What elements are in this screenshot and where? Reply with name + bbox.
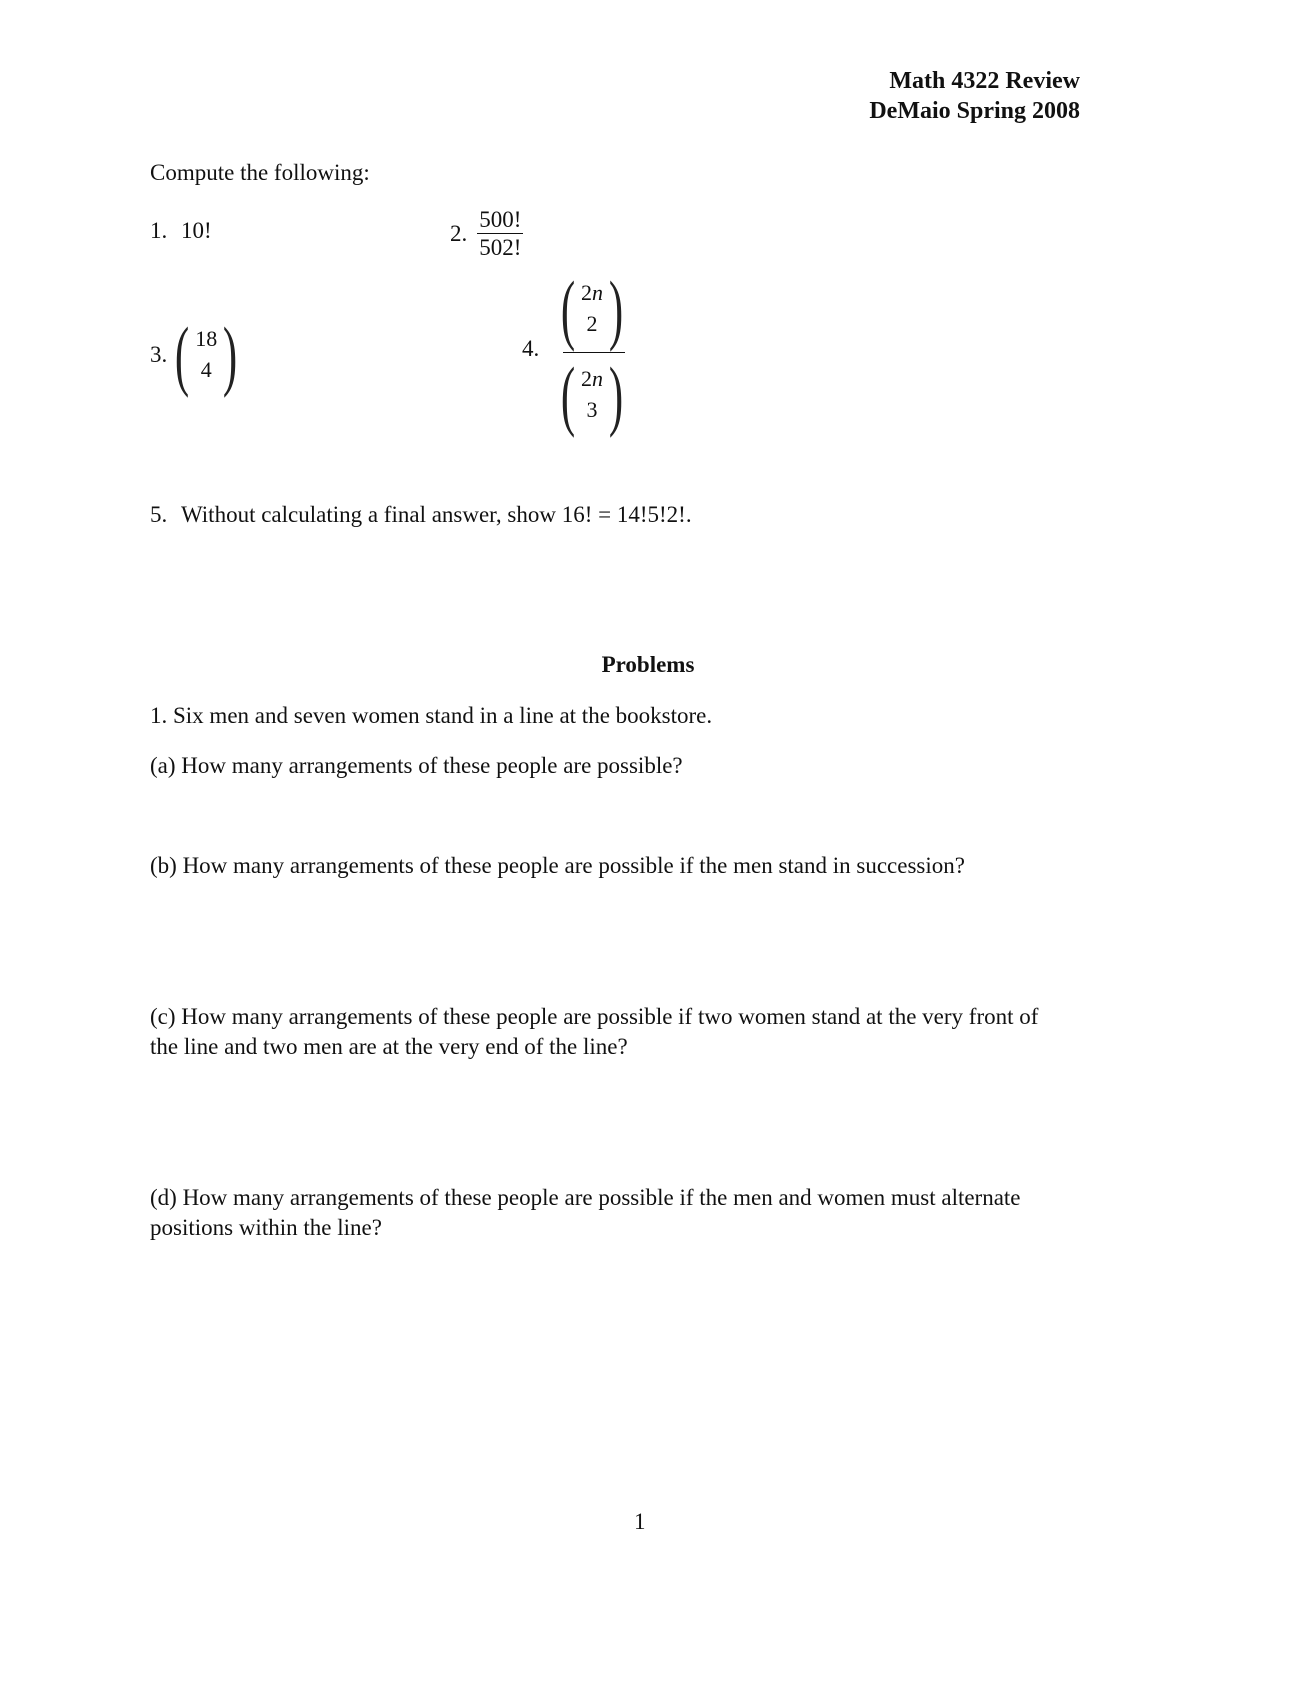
problem-1d-line2: positions within the line?: [150, 1215, 382, 1240]
item-number: 3.: [150, 342, 168, 367]
item-number: 2.: [450, 220, 468, 246]
item-text: Without calculating a final answer, show 16! = 14!5!2!.: [181, 502, 692, 527]
item-number: 4.: [522, 336, 540, 361]
fraction-numerator: 500!: [479, 207, 522, 232]
left-paren: (: [175, 311, 190, 398]
right-paren: ): [608, 265, 624, 352]
binomial-top-coef: 2: [580, 366, 592, 392]
binomial-top-var: n: [591, 366, 603, 392]
compute-intro: Compute the following:: [150, 160, 370, 185]
binomial-coefficient: [169, 311, 243, 398]
left-paren: (: [560, 351, 576, 438]
problems-heading: Problems: [601, 652, 695, 677]
fraction: [477, 208, 523, 259]
item-number: 5.: [150, 502, 168, 527]
compute-item-1: [150, 218, 212, 244]
compute-item-3: [150, 311, 243, 398]
item-expression: 10!: [181, 218, 212, 243]
binomial-upper: [555, 265, 629, 352]
left-paren: (: [560, 265, 576, 352]
problem-1c-line1: (c) How many arrangements of these people are possible if two women stand at the very front of: [150, 1004, 1039, 1029]
document-subtitle: DeMaio Spring 2008: [869, 98, 1080, 124]
item-number: 1.: [150, 218, 168, 243]
compute-item-5: [150, 502, 692, 528]
binomial-lower: [555, 351, 629, 438]
binomial-bottom: 2: [586, 311, 598, 336]
problem-1a: (a) How many arrangements of these people are possible?: [150, 753, 683, 778]
problem-1d-line1: (d) How many arrangements of these people are possible if the men and women must alternate: [150, 1185, 1021, 1210]
problem-1b: (b) How many arrangements of these people are possible if the men stand in succession?: [150, 853, 965, 878]
binomial-bottom: 3: [586, 397, 598, 422]
binomial-top-var: n: [591, 280, 603, 306]
document-title: Math 4322 Review: [889, 68, 1080, 94]
problem-1: 1. Six men and seven women stand in a line at the bookstore.: [150, 703, 713, 728]
binomial-top-coef: 2: [580, 280, 592, 306]
compute-item-2: [450, 208, 523, 259]
binomial-top: 18: [195, 326, 218, 352]
fraction-denominator: 502!: [479, 235, 522, 260]
page-number: 1: [634, 1509, 646, 1534]
problem-1c-line2: the line and two men are at the very end of the line?: [150, 1034, 628, 1059]
right-paren: ): [223, 311, 238, 398]
right-paren: ): [608, 351, 624, 438]
binomial-bottom: 4: [200, 357, 212, 382]
